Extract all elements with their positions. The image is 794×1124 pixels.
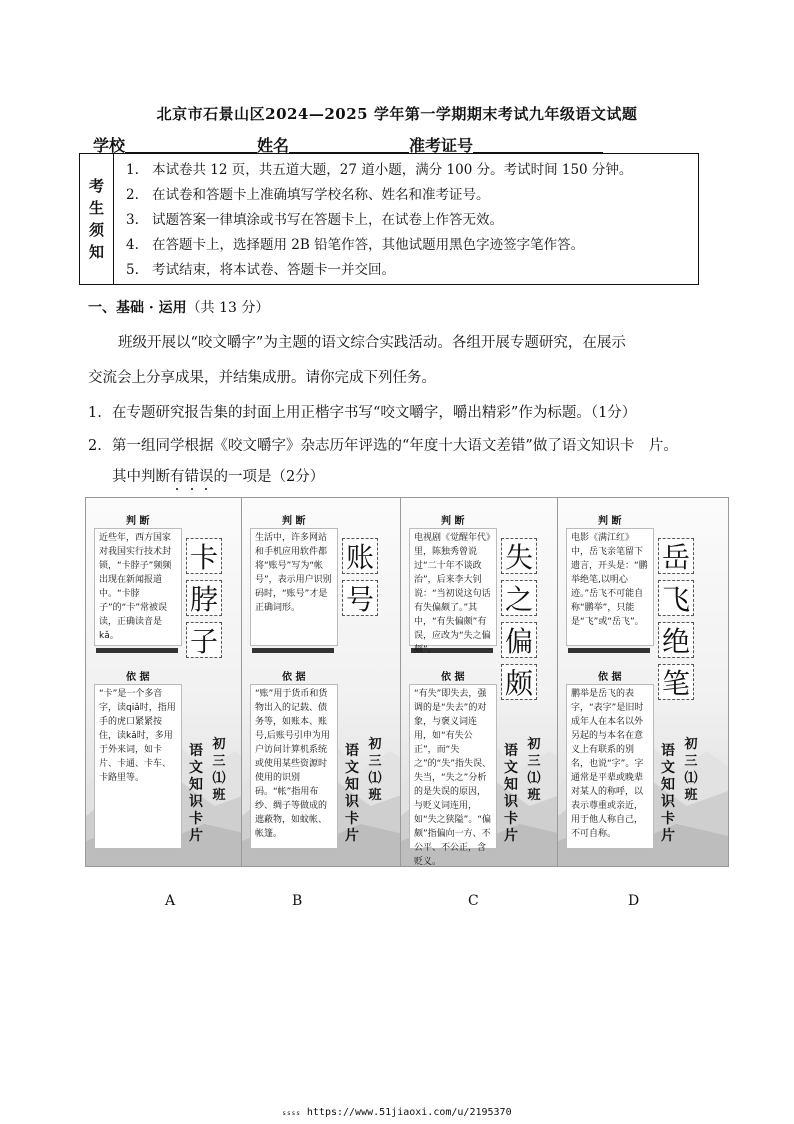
notice-item-number: 5. (126, 262, 139, 278)
question-text: 其中判断 (112, 469, 170, 485)
school-blank[interactable] (125, 136, 257, 153)
notice-item-number: 3. (126, 212, 139, 228)
emphasis-dotted-text (170, 469, 214, 485)
question-text: 第一组同学根据《咬文嚼字》杂志历年评选的“年度十大语文差错”做了语文知识卡 片。 (112, 438, 678, 454)
dotted-char: 有 (170, 469, 185, 485)
notice-item-text: 在试卷和答题卡上准确填写学校名称、姓名和准考证号。 (152, 187, 490, 203)
notice-item (126, 183, 632, 208)
big-character: 颇 (501, 664, 537, 700)
exam-no-label: 准考证号 (409, 136, 474, 155)
footer-brand: ssss (282, 1110, 301, 1117)
notice-item (126, 258, 632, 283)
name-blank[interactable] (289, 136, 409, 153)
big-character: 绝 (658, 622, 694, 658)
big-character: 账 (342, 538, 378, 574)
big-character: 偏 (501, 622, 537, 658)
card-subject: 语文知识卡片 (189, 743, 203, 844)
judge-label: 判 断 (441, 516, 465, 527)
notice-item-text: 试题答案一律填涂或书写在答题卡上，在试卷上作答无效。 (152, 212, 503, 228)
big-character: 笔 (658, 664, 694, 700)
judge-text: 电视剧《觉醒年代》里，陈独秀曾说过“二十年不谈政治”，后来李大钊说：“当初说这句话有失偏颇了。”其中，“有失偏颇”有误，应改为“失之偏颇”。 (409, 528, 497, 646)
big-character: 卡 (186, 538, 222, 574)
knowledge-card[interactable] (557, 497, 729, 867)
card-class: 初三⑴班 (212, 737, 226, 803)
dotted-char: 错 (184, 469, 199, 485)
notice-label (80, 154, 114, 284)
footer-url: https://www.51jiaoxi.com/u/2195370 (306, 1107, 512, 1118)
big-character: 岳 (658, 538, 694, 574)
knowledge-card[interactable] (85, 497, 257, 867)
option-letter: C (468, 893, 479, 909)
notice-item (126, 158, 632, 183)
card-subject: 语文知识卡片 (504, 743, 518, 844)
card-class: 初三⑴班 (527, 737, 541, 803)
basis-text: “卡”是一个多音字，读qiǎ时，指用手的虎口紧紧按住，读kǎ时，多用于外来词，如卡片、卡通、卡车、卡路里等。 (94, 684, 182, 849)
exam-title: 北京市石景山区2024—2025 学年第一学期期末考试九年级语文试题 (156, 105, 638, 123)
question-text: 的一项是（2分） (213, 469, 325, 485)
basis-label: 依 据 (441, 672, 465, 683)
basis-label: 依 据 (598, 672, 622, 683)
section-points: （共 13 分） (186, 300, 270, 316)
notice-label-char: 知 (88, 243, 104, 261)
option-letter: D (628, 893, 640, 909)
knowledge-card[interactable] (241, 497, 413, 867)
card-subject: 语文知识卡片 (661, 743, 675, 844)
notice-item-number: 4. (126, 237, 139, 253)
big-character: 脖 (186, 580, 222, 616)
ink-stroke (568, 648, 650, 653)
option-letter: A (165, 893, 176, 909)
section-heading (88, 297, 269, 317)
notice-item (126, 233, 632, 258)
basis-text: “账”用于货币和货物出入的记载、债务等，如账本、账号,后账号引申为用户访问计算机系统或使用某些资源时使用的识别码。“帐”指用布纱、绸子等做成的遮蔽物，如蚊帐、帐篷。 (250, 684, 338, 849)
judge-label: 判 断 (282, 516, 306, 527)
notice-item-text: 考试结束，将本试卷、答题卡一并交回。 (152, 262, 395, 278)
basis-label: 依 据 (126, 672, 150, 683)
notice-item-number: 2. (126, 187, 139, 203)
intro-line-2: 交流会上分享成果，并结集成册。请你完成下列任务。 (88, 370, 436, 386)
school-label: 学校 (93, 136, 126, 155)
basis-label: 依 据 (282, 672, 306, 683)
big-character: 子 (186, 622, 222, 658)
big-character: 号 (342, 580, 378, 616)
question-1 (88, 401, 636, 422)
judge-label: 判 断 (598, 516, 622, 527)
judge-label: 判 断 (126, 516, 150, 527)
card-class: 初三⑴班 (684, 737, 698, 803)
question-number: 2. (88, 438, 102, 454)
notice-item-number: 1. (126, 162, 139, 178)
question-text: 在专题研究报告集的封面上用正楷字书写“咬文嚼字，嚼出精彩”作为标题。（1分） (112, 405, 637, 421)
notice-item (126, 208, 632, 233)
notice-list (114, 154, 632, 284)
big-character: 飞 (658, 580, 694, 616)
big-character: 之 (501, 580, 537, 616)
page-footer (0, 1107, 794, 1118)
intro-line-1: 班级开展以“咬文嚼字”为主题的语文综合实践活动。各组开展专题研究，在展示 (118, 335, 626, 351)
judge-text: 近些年，西方国家对我国实行技术封锁，“卡脖子”频频出现在新闻报道中。“卡脖子”的“卡”常被误读，正确读音是kǎ。 (94, 528, 182, 646)
exam-no-blank[interactable] (473, 136, 603, 153)
big-character: 失 (501, 538, 537, 574)
option-letter: B (292, 893, 303, 909)
judge-text: 生活中，许多网站和手机应用软件都将“账号”写为“帐号”，表示用户识别码时，“账号”才是正确词形。 (250, 528, 338, 646)
ink-stroke (96, 648, 178, 653)
dotted-char: 误 (199, 469, 214, 485)
card-class: 初三⑴班 (368, 737, 382, 803)
notice-label-char: 考 (88, 177, 104, 195)
notice-label-char: 生 (88, 199, 104, 217)
question-number: 1. (88, 405, 102, 421)
exam-notice-box (79, 153, 699, 285)
card-subject: 语文知识卡片 (345, 743, 359, 844)
judge-text: 电影《满江红》中，岳飞亲笔留下遗言，开头是：“鹏举绝笔,以明心迹。”岳飞不可能自称“鹏举”，只能是“飞”或“岳飞”。 (566, 528, 654, 646)
knowledge-card[interactable] (400, 497, 572, 867)
notice-label-char: 须 (88, 221, 104, 239)
name-label: 姓名 (257, 136, 290, 155)
basis-text: “有失”即失去，强调的是“失去”的对象，与褒义词连用，如“有失公正”，而“失之”的“失”指失误、失当，“失之”分析的是失误的原因，与贬义词连用，如“失之狭隘”。“偏颇”指偏向一方、不公平、不公正，含贬义。 (409, 684, 497, 849)
question-2 (88, 434, 678, 455)
question-2-line-2 (112, 465, 324, 486)
ink-stroke (252, 648, 334, 653)
section-title: 一、基础 · 运用 (88, 300, 187, 316)
basis-text: 鹏举是岳飞的表字，“表字”是旧时成年人在本名以外另起的与本名在意义上有联系的别名，也说“字”。字通常是平辈或晚辈对某人的称呼，以表示尊重或亲近，用于他人称自己，不可自称。 (566, 684, 654, 849)
notice-item-text: 本试卷共 12 页，共五道大题，27 道小题，满分 100 分。考试时间 150 分钟。 (152, 162, 633, 178)
notice-item-text: 在答题卡上，选择题用 2B 铅笔作答，其他试题用黑色字迹签字笔作答。 (152, 237, 585, 253)
